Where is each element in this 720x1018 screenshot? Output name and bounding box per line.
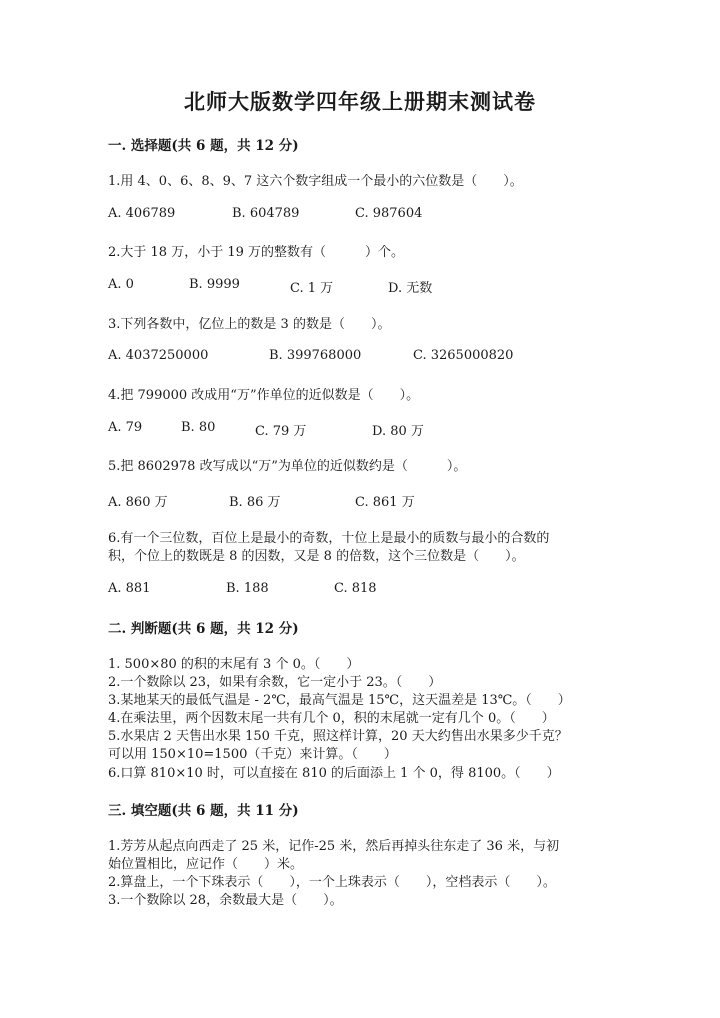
option-a: A. 406789	[108, 206, 176, 221]
option-a: A. 0	[108, 277, 134, 292]
option-c: C. 861 万	[355, 495, 415, 510]
option-b: B. 604789	[232, 206, 300, 221]
option-c: C. 79 万	[255, 424, 307, 439]
option-a: A. 4037250000	[108, 348, 209, 363]
option-c: C. 987604	[355, 206, 423, 221]
statement-line: 5.水果店 2 天售出水果 150 千克，照这样计算，20 天大约售出水果多少千克？	[108, 729, 568, 744]
option-d: D. 无数	[388, 281, 433, 296]
option-b: B. 9999	[189, 277, 240, 292]
question-text: 2.大于 18 万，小于 19 万的整数有（ ）个。	[108, 245, 405, 260]
question-text: 5.把 8602978 改写成以“万”为单位的近似数约是（ ）。	[108, 459, 467, 474]
statement-line: 1. 500×80 的积的末尾有 3 个 0。（ ）	[108, 657, 360, 672]
option-d: D. 80 万	[372, 424, 424, 439]
question-text: 3.下列各数中，亿位上的数是 3 的数是（ ）。	[108, 317, 391, 332]
question-text: 4.把 799000 改成用“万”作单位的近似数是（ ）。	[108, 388, 420, 403]
option-a: A. 860 万	[108, 495, 168, 510]
statement-line: 可以用 150×10=1500（千克）来计算。（ ）	[108, 747, 397, 762]
option-b: B. 80	[181, 420, 216, 435]
section-heading-judgement: 二. 判断题(共 6 题，共 12 分)	[108, 621, 299, 637]
section-heading-fill-in: 三. 填空题(共 6 题，共 11 分)	[108, 803, 299, 819]
section-heading-choice: 一. 选择题(共 6 题，共 12 分)	[108, 138, 299, 154]
option-b: B. 399768000	[269, 348, 362, 363]
option-b: B. 86 万	[229, 495, 281, 510]
fill-in-line: 3.一个数除以 28，余数最大是（ ）。	[108, 893, 343, 908]
statement-line: 4.在乘法里，两个因数末尾一共有几个 0，积的末尾就一定有几个 0。（ ）	[108, 711, 555, 726]
question-text-continued: 积，个位上的数既是 8 的因数，又是 8 的倍数，这个三位数是（ ）。	[108, 549, 525, 564]
option-c: C. 3265000820	[413, 348, 514, 363]
question-text: 6.有一个三位数，百位上是最小的奇数，十位上是最小的质数与最小的合数的	[108, 531, 550, 546]
question-text: 1.用 4、0、6、8、9、7 这六个数字组成一个最小的六位数是（ ）。	[108, 174, 523, 189]
statement-line: 2.一个数除以 23，如果有余数，它一定小于 23。（ ）	[108, 675, 442, 690]
option-a: A. 881	[108, 581, 151, 596]
option-c: C. 818	[334, 581, 377, 596]
page-title: 北师大版数学四年级上册期末测试卷	[184, 89, 536, 114]
statement-line: 3.某地某天的最低气温是 - 2℃，最高气温是 15℃，这天温差是 13℃。（ ）	[108, 693, 571, 708]
fill-in-line: 2.算盘上，一个下珠表示（ ），一个上珠表示（ ），空档表示（ ）。	[108, 875, 556, 890]
fill-in-line: 始位置相比，应记作（ ）米。	[108, 857, 304, 872]
option-a: A. 79	[108, 420, 143, 435]
statement-line: 6.口算 810×10 时，可以直接在 810 的后面添上 1 个 0，得 8100。（ ）	[108, 766, 560, 781]
fill-in-line: 1.芳芳从起点向西走了 25 米，记作-25 米，然后再掉头往东走了 36 米，与初	[108, 839, 560, 854]
option-b: B. 188	[226, 581, 269, 596]
option-c: C. 1 万	[290, 281, 334, 296]
